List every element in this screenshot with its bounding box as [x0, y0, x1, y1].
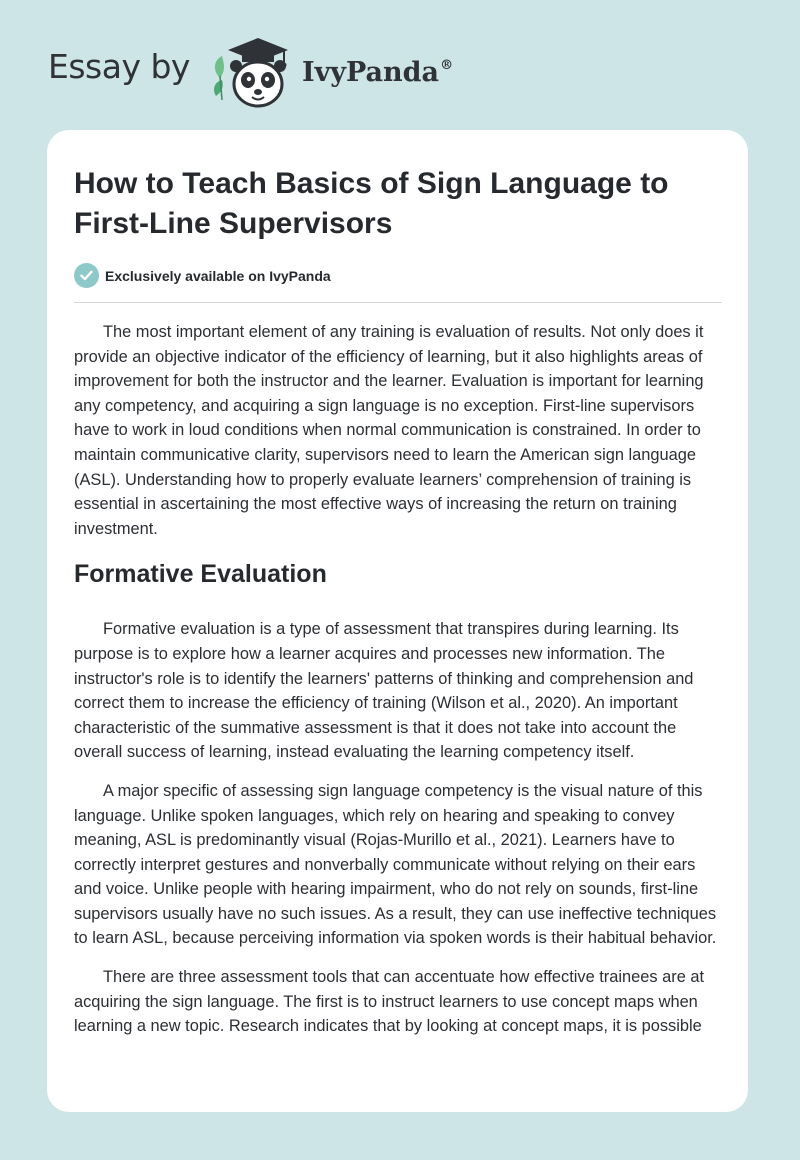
- article-body: [74, 320, 722, 1053]
- essay-by-label: Essay by: [48, 46, 190, 86]
- registered-mark: ®: [440, 57, 454, 73]
- paragraph: Formative evaluation is a type of assessment that transpires during learning. Its purpose is to explore how a learner acquires and processes new information. The instructor's role is to identify the learners' patterns of thinking and comprehension and correct them to increase the efficiency of training (Wilson et al., 2020). An important characteristic of the summative assessment is that it does not take into account the overall success of learning, instead evaluating the learning competency itself.: [74, 620, 694, 762]
- brand-name[interactable]: [302, 57, 453, 88]
- check-icon: [74, 263, 99, 288]
- paragraph: A major specific of assessing sign language competency is the visual nature of this language. Unlike spoken languages, which rely on hearing and speaking to convey meaning, ASL is predominantly visual (Rojas-Murillo et al., 2021). Learners have to correctly interpret gestures and nonverbally communicate without relying on their ears and voice. Unlike people with hearing impairment, who do not rely on sounds, first-line supervisors usually have no such issues. As a result, they can use ineffective techniques to learn ASL, because perceiving information via spoken words is their habitual behavior.: [74, 781, 717, 948]
- divider: [74, 302, 722, 303]
- section-heading: Formative Evaluation: [74, 560, 327, 589]
- article-title: How to Teach Basics of Sign Language to First-Line Supervisors: [74, 167, 669, 240]
- paragraph: There are three assessment tools that can accentuate how effective trainees are at acquiring the sign language. The first is to instruct learners to use concept maps when learning a new topic. Research indicates that by looking at concept maps, it is possible: [74, 968, 705, 1036]
- exclusive-badge: [74, 263, 331, 288]
- exclusive-label: Exclusively available on IvyPanda: [105, 267, 331, 284]
- panda-logo-icon[interactable]: [208, 30, 298, 110]
- site-header: [48, 30, 453, 110]
- article-card: [47, 130, 748, 1112]
- paragraph: The most important element of any training is evaluation of results. Not only does it provide an objective indicator of the efficiency of learning, but it also highlights areas of improvement for both the instructor and the learner. Evaluation is important for learning any competency, and acquiring a sign language is no exception. First-line supervisors have to work in loud conditions when normal communication is constrained. In order to maintain communicative clarity, supervisors need to learn the American sign language (ASL). Understanding how to properly evaluate learners’ comprehension of training is essential in ascertaining the most effective ways of increasing the return on training investment.: [74, 323, 704, 538]
- brand-text: IvyPanda: [301, 56, 440, 88]
